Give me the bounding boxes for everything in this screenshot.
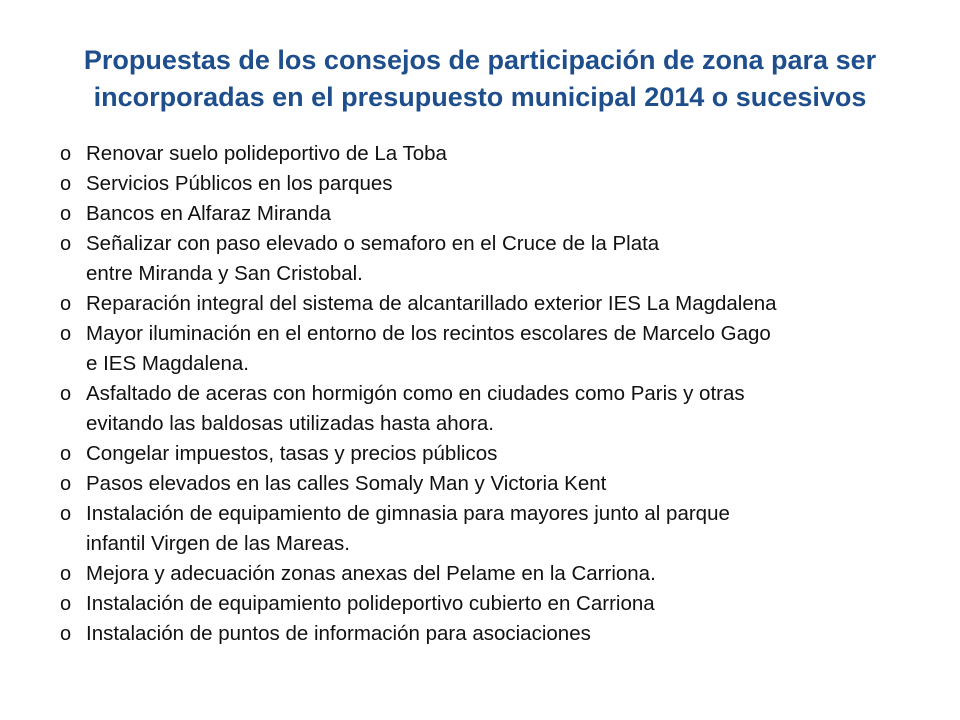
list-item-text-line: Bancos en Alfaraz Miranda xyxy=(86,202,331,225)
list-item-text-line: Asfaltado de aceras con hormigón como en ciudades como Paris y otras xyxy=(86,382,745,405)
list-item xyxy=(60,229,930,289)
slide-title-line-2: incorporadas en el presupuesto municipal 2014 o sucesivos xyxy=(93,82,867,112)
bullet-circle-icon: o xyxy=(60,143,72,165)
list-item xyxy=(60,319,930,379)
list-item-text-line: Servicios Públicos en los parques xyxy=(86,172,393,195)
bullet-circle-icon: o xyxy=(60,563,72,585)
list-item-text-line: Renovar suelo polideportivo de La Toba xyxy=(86,142,447,165)
list-item-text-line: Mayor iluminación en el entorno de los recintos escolares de Marcelo Gago xyxy=(86,322,771,345)
slide-title xyxy=(40,42,920,116)
list-item xyxy=(60,379,930,439)
list-item-text-line: e IES Magdalena. xyxy=(86,352,249,375)
bullet-circle-icon: o xyxy=(60,473,72,495)
list-item-text-line: Pasos elevados en las calles Somaly Man y Victoria Kent xyxy=(86,472,607,495)
bullet-circle-icon: o xyxy=(60,443,72,465)
list-item xyxy=(60,589,930,619)
bullet-circle-icon: o xyxy=(60,593,72,615)
list-item-text-line: Reparación integral del sistema de alcantarillado exterior IES La Magdalena xyxy=(86,292,777,315)
list-item xyxy=(60,439,930,469)
bullet-circle-icon: o xyxy=(60,173,72,195)
bullet-circle-icon: o xyxy=(60,323,72,345)
list-item-text-line: Mejora y adecuación zonas anexas del Pelame en la Carriona. xyxy=(86,562,656,585)
slide-title-line-1: Propuestas de los consejos de participación de zona para ser xyxy=(83,45,877,75)
bullet-circle-icon: o xyxy=(60,203,72,225)
list-item xyxy=(60,559,930,589)
list-item-text-line: Instalación de equipamiento de gimnasia para mayores junto al parque xyxy=(86,502,730,525)
bullet-circle-icon: o xyxy=(60,293,72,315)
list-item-text-line: evitando las baldosas utilizadas hasta ahora. xyxy=(86,412,494,435)
list-item xyxy=(60,139,930,169)
list-item-text-line: Señalizar con paso elevado o semaforo en el Cruce de la Plata xyxy=(86,232,660,255)
bullet-circle-icon: o xyxy=(60,623,72,645)
list-item xyxy=(60,199,930,229)
list-item-text-line: entre Miranda y San Cristobal. xyxy=(86,262,363,285)
list-item-text-line: Instalación de puntos de información para asociaciones xyxy=(86,622,591,645)
list-item-text-line: Congelar impuestos, tasas y precios públicos xyxy=(86,442,498,465)
list-item xyxy=(60,469,930,499)
list-item-text-line: infantil Virgen de las Mareas. xyxy=(86,532,350,555)
list-item xyxy=(60,289,930,319)
list-item xyxy=(60,499,930,559)
list-item xyxy=(60,169,930,199)
bullet-circle-icon: o xyxy=(60,383,72,405)
list-item xyxy=(60,619,930,649)
list-item-text-line: Instalación de equipamiento polideportivo cubierto en Carriona xyxy=(86,592,655,615)
proposal-list xyxy=(60,139,930,649)
bullet-circle-icon: o xyxy=(60,503,72,525)
bullet-circle-icon: o xyxy=(60,233,72,255)
